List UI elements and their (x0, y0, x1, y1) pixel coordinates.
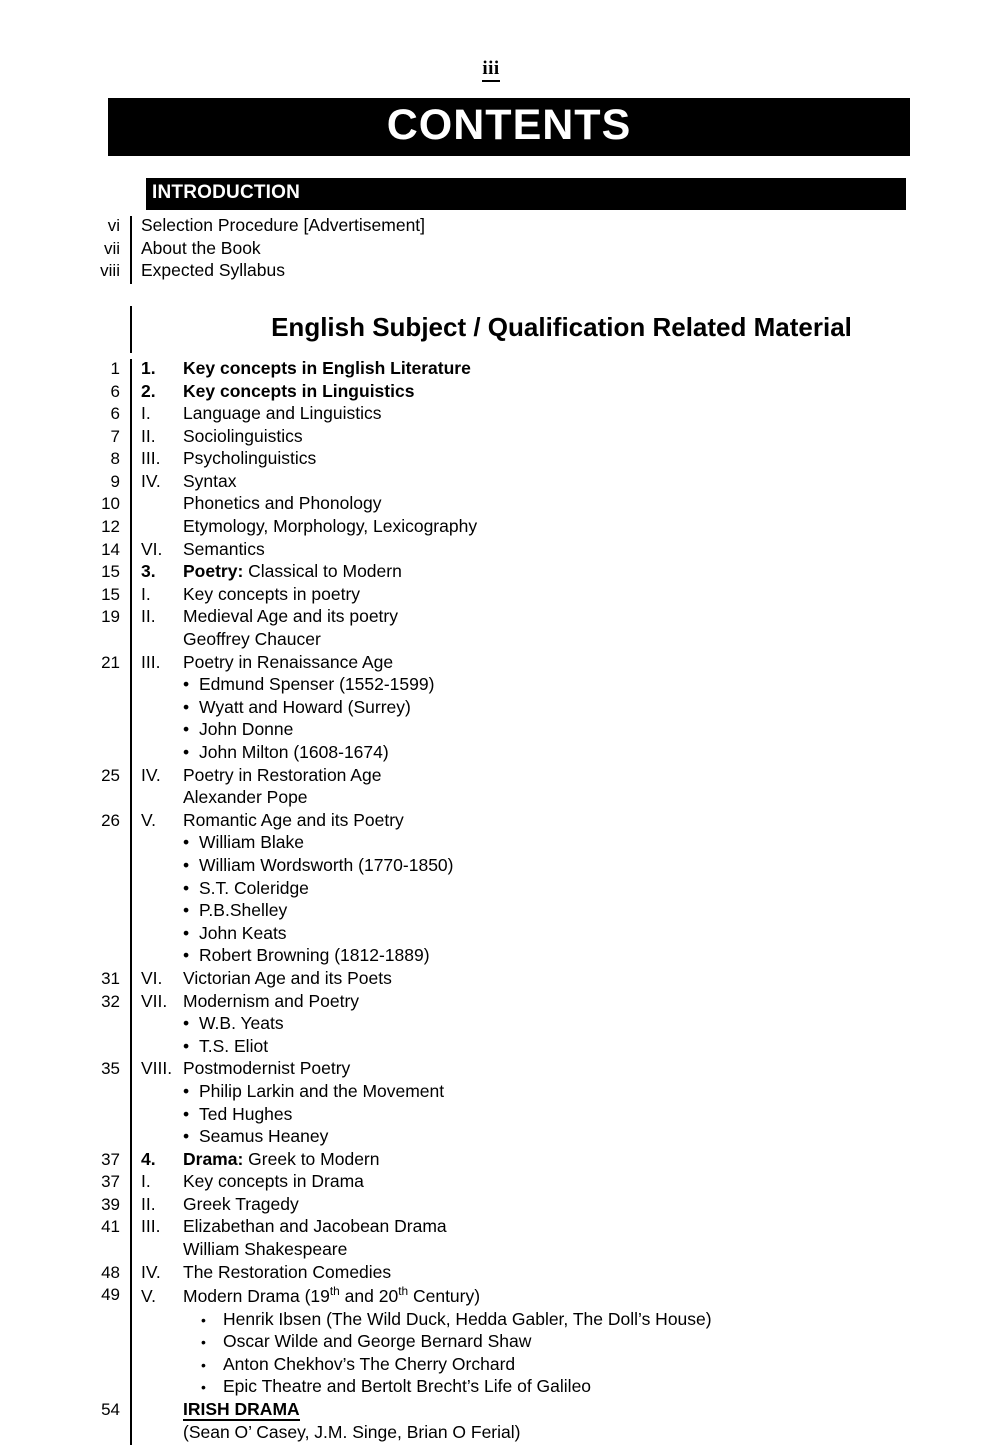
vertical-rule (130, 766, 132, 789)
page-number: vi (107, 216, 120, 236)
entry-text: • W.B. Yeats (141, 1014, 982, 1037)
page-number: 10 (101, 494, 120, 514)
entry-label: IRISH DRAMA (183, 1399, 300, 1420)
toc-row (0, 1285, 982, 1309)
toc-entries (0, 359, 982, 1445)
entry-text (141, 788, 982, 811)
entry-number: VII. (141, 990, 168, 1011)
toc-row (0, 856, 982, 879)
entry-text: • Seamus Heaney (141, 1127, 982, 1150)
vertical-rule (130, 1172, 132, 1195)
entry-text (141, 404, 982, 427)
vertical-rule (130, 472, 132, 495)
vertical-rule (130, 1240, 132, 1263)
vertical-rule (130, 306, 132, 353)
entry-number: 3. (141, 561, 156, 582)
toc-row (0, 540, 982, 563)
subject-section-title (0, 306, 982, 353)
vertical-rule (130, 1263, 132, 1286)
entry-text (141, 427, 982, 450)
vertical-rule (130, 1150, 132, 1173)
vertical-rule (130, 992, 132, 1015)
toc-row (0, 1127, 982, 1150)
entry-label: Modern Drama (19th and 20th Century) (183, 1284, 481, 1307)
entry-label: Syntax (183, 470, 237, 491)
vertical-rule (130, 811, 132, 834)
entry-text (141, 766, 982, 789)
toc-row (0, 1172, 982, 1195)
entry-label-rest: Greek to Modern (243, 1148, 380, 1169)
toc-row (0, 1082, 982, 1105)
entry-label: Etymology, Morphology, Lexicography (183, 516, 478, 537)
entry-label: Semantics (183, 538, 265, 559)
toc-row (0, 1423, 982, 1445)
entry-text (141, 472, 982, 495)
toc-row (0, 472, 982, 495)
page-number: 39 (101, 1194, 120, 1214)
entry-number: II. (141, 606, 156, 627)
page-number: 8 (110, 449, 120, 469)
entry-text (141, 585, 982, 608)
entry-label: Psycholinguistics (183, 448, 317, 469)
entry-label: Poetry in Restoration Age (183, 764, 382, 785)
page-number: 54 (101, 1400, 120, 1420)
vertical-rule (130, 1332, 132, 1355)
vertical-rule (130, 216, 132, 239)
vertical-rule (130, 788, 132, 811)
entry-text: • Anton Chekhov’s The Cherry Orchard (141, 1355, 982, 1378)
page-number: 7 (110, 426, 120, 446)
entry-number: VI. (141, 967, 163, 988)
toc-row (0, 675, 982, 698)
toc-row (0, 743, 982, 766)
toc-row (0, 562, 982, 585)
entry-label: Medieval Age and its poetry (183, 606, 398, 627)
page-number: vii (103, 238, 120, 258)
entry-text (141, 517, 982, 540)
entry-label-lead: Drama: (183, 1148, 244, 1169)
entry-number: III. (141, 651, 161, 672)
vertical-rule (130, 585, 132, 608)
entry-text (141, 969, 982, 992)
entry-label: Elizabethan and Jacobean Drama (183, 1216, 447, 1237)
entry-label: The Restoration Comedies (183, 1261, 392, 1282)
entry-label: Key concepts in English Literature (183, 357, 471, 378)
toc-row (0, 1195, 982, 1218)
entry-text (141, 562, 982, 585)
page-number: 49 (101, 1285, 120, 1305)
vertical-rule (130, 698, 132, 721)
entry-text (141, 239, 982, 262)
entry-number: VIII. (141, 1058, 173, 1079)
vertical-rule (130, 239, 132, 262)
toc-row (0, 1037, 982, 1060)
introduction-section-header: INTRODUCTION (146, 178, 906, 210)
page-number: 15 (101, 562, 120, 582)
toc-row (0, 788, 982, 811)
vertical-rule (130, 743, 132, 766)
entry-text: • Ted Hughes (141, 1105, 982, 1128)
entry-text (141, 1172, 982, 1195)
toc-row (0, 239, 982, 262)
entry-text: • William Blake (141, 833, 982, 856)
toc-row (0, 585, 982, 608)
entry-label: About the Book (141, 237, 261, 258)
entry-text: • Henrik Ibsen (The Wild Duck, Hedda Gabler, The Doll’s House) (141, 1310, 982, 1333)
toc-row (0, 1059, 982, 1082)
page-number: 32 (101, 991, 120, 1011)
toc-row (0, 969, 982, 992)
vertical-rule (130, 1105, 132, 1128)
vertical-rule (130, 427, 132, 450)
toc-row (0, 1150, 982, 1173)
entry-number: I. (141, 403, 151, 424)
vertical-rule (130, 1310, 132, 1333)
entry-label: William Shakespeare (183, 1239, 348, 1260)
toc-row (0, 720, 982, 743)
vertical-rule (130, 630, 132, 653)
toc-row (0, 216, 982, 239)
page-number: 25 (101, 765, 120, 785)
entry-text: • P.B.Shelley (141, 901, 982, 924)
entry-label-rest: Classical to Modern (243, 561, 402, 582)
vertical-rule (130, 359, 132, 382)
entry-text (141, 607, 982, 630)
vertical-rule (130, 517, 132, 540)
entry-text: • Wyatt and Howard (Surrey) (141, 698, 982, 721)
page-number: 1 (110, 358, 120, 378)
page-number: 9 (110, 471, 120, 491)
page-number: 37 (101, 1149, 120, 1169)
entry-label: Key concepts in Drama (183, 1171, 364, 1192)
entry-label: Expected Syllabus (141, 260, 285, 281)
page-number: 48 (101, 1262, 120, 1282)
toc-row (0, 946, 982, 969)
vertical-rule (130, 1195, 132, 1218)
toc-row (0, 1263, 982, 1286)
entry-text (141, 494, 982, 517)
vertical-rule (130, 653, 132, 676)
entry-label: Phonetics and Phonology (183, 493, 382, 514)
entry-label: Poetry in Renaissance Age (183, 651, 394, 672)
vertical-rule (130, 1014, 132, 1037)
entry-number: II. (141, 425, 156, 446)
entry-text (141, 1195, 982, 1218)
entry-text (141, 653, 982, 676)
entry-number: V. (141, 1286, 156, 1307)
vertical-rule (130, 449, 132, 472)
entry-number: I. (141, 583, 151, 604)
vertical-rule (130, 1377, 132, 1400)
entry-label: Key concepts in Linguistics (183, 380, 415, 401)
page-number: viii (100, 261, 120, 281)
entry-label: Greek Tragedy (183, 1193, 299, 1214)
toc-row (0, 261, 982, 284)
vertical-rule (130, 1355, 132, 1378)
entry-text: • Philip Larkin and the Movement (141, 1082, 982, 1105)
entry-number: 4. (141, 1148, 156, 1169)
entry-number: 1. (141, 357, 156, 378)
page-number: 12 (101, 517, 120, 537)
section-title-text: English Subject / Qualification Related Material (271, 311, 852, 342)
page-number: 31 (101, 968, 120, 988)
entry-label-lead: Poetry: (183, 561, 244, 582)
vertical-rule (130, 833, 132, 856)
vertical-rule (130, 1082, 132, 1105)
vertical-rule (130, 382, 132, 405)
entry-text: • John Milton (1608-1674) (141, 743, 982, 766)
vertical-rule (130, 1423, 132, 1445)
page-number: 6 (110, 381, 120, 401)
vertical-rule (130, 607, 132, 630)
vertical-rule (130, 1037, 132, 1060)
entry-label: Postmodernist Poetry (183, 1058, 351, 1079)
toc-row (0, 1217, 982, 1240)
toc-row (0, 1377, 982, 1400)
vertical-rule (130, 540, 132, 563)
entry-text (141, 811, 982, 834)
entry-text (141, 1150, 982, 1173)
toc-row (0, 766, 982, 789)
entry-label: Victorian Age and its Poets (183, 967, 392, 988)
entry-text: • Oscar Wilde and George Bernard Shaw (141, 1332, 982, 1355)
page-number: 35 (101, 1059, 120, 1079)
vertical-rule (130, 901, 132, 924)
spacer (0, 284, 982, 306)
toc-row (0, 382, 982, 405)
entry-label: Selection Procedure [Advertisement] (141, 215, 426, 236)
vertical-rule (130, 1217, 132, 1240)
toc-row (0, 992, 982, 1015)
entry-text: • Edmund Spenser (1552-1599) (141, 675, 982, 698)
entry-number: III. (141, 1216, 161, 1237)
vertical-rule (130, 1285, 132, 1309)
entry-text (141, 359, 982, 382)
vertical-rule (130, 924, 132, 947)
toc-row (0, 1355, 982, 1378)
toc-row (0, 698, 982, 721)
entry-label: Geoffrey Chaucer (183, 629, 321, 650)
vertical-rule (130, 675, 132, 698)
entry-label: (Sean O’ Casey, J.M. Singe, Brian O Ferial) (183, 1421, 521, 1442)
vertical-rule (130, 562, 132, 585)
page-number: 15 (101, 584, 120, 604)
entry-number: I. (141, 1171, 151, 1192)
toc-row (0, 901, 982, 924)
entry-number: IV. (141, 470, 161, 491)
entry-label: Sociolinguistics (183, 425, 303, 446)
vertical-rule (130, 946, 132, 969)
page-number: 14 (101, 539, 120, 559)
folio-number: iii (0, 0, 982, 80)
entry-text (141, 216, 982, 239)
vertical-rule (130, 1059, 132, 1082)
entry-text (141, 261, 982, 284)
entry-text (141, 630, 982, 653)
toc-row (0, 427, 982, 450)
toc-row (0, 833, 982, 856)
toc-row (0, 924, 982, 947)
toc-row (0, 811, 982, 834)
page-number: 6 (110, 404, 120, 424)
entry-number: V. (141, 809, 156, 830)
entry-number: II. (141, 1193, 156, 1214)
vertical-rule (130, 856, 132, 879)
entry-text (141, 1285, 982, 1309)
vertical-rule (130, 404, 132, 427)
entry-label: Alexander Pope (183, 787, 308, 808)
vertical-rule (130, 1127, 132, 1150)
toc-row (0, 879, 982, 902)
toc-row (0, 630, 982, 653)
entry-text: • T.S. Eliot (141, 1037, 982, 1060)
page-number: 21 (101, 652, 120, 672)
toc-row (0, 1240, 982, 1263)
vertical-rule (130, 1400, 132, 1423)
introduction-entries (0, 216, 982, 284)
entry-number: III. (141, 448, 161, 469)
entry-text: • William Wordsworth (1770-1850) (141, 856, 982, 879)
entry-number: IV. (141, 764, 161, 785)
page-number: 26 (101, 810, 120, 830)
toc-row (0, 1400, 982, 1423)
entry-text (141, 1400, 982, 1423)
entry-label: Romantic Age and its Poetry (183, 809, 404, 830)
entry-text (141, 992, 982, 1015)
entry-text (141, 1263, 982, 1286)
entry-label: Language and Linguistics (183, 403, 382, 424)
vertical-rule (130, 969, 132, 992)
entry-text: • Robert Browning (1812-1889) (141, 946, 982, 969)
vertical-rule (130, 720, 132, 743)
toc-row (0, 1310, 982, 1333)
toc-row (0, 404, 982, 427)
page-number: 37 (101, 1172, 120, 1192)
page-number: 19 (101, 607, 120, 627)
vertical-rule (130, 879, 132, 902)
vertical-rule (130, 261, 132, 284)
page-title: CONTENTS (108, 98, 910, 156)
entry-text (141, 1423, 982, 1445)
entry-text (141, 540, 982, 563)
entry-number: 2. (141, 380, 156, 401)
entry-text: • John Donne (141, 720, 982, 743)
toc-row (0, 517, 982, 540)
toc-row (0, 607, 982, 630)
entry-text: • S.T. Coleridge (141, 879, 982, 902)
entry-text: • Epic Theatre and Bertolt Brecht’s Life of Galileo (141, 1377, 982, 1400)
page-number: 41 (101, 1217, 120, 1237)
toc-row (0, 653, 982, 676)
toc-row (0, 359, 982, 382)
entry-text (141, 1240, 982, 1263)
entry-text (141, 1059, 982, 1082)
entry-text (141, 382, 982, 405)
entry-label: Modernism and Poetry (183, 990, 360, 1011)
vertical-rule (130, 494, 132, 517)
entry-text (141, 449, 982, 472)
toc-row (0, 1105, 982, 1128)
toc-row (0, 1332, 982, 1355)
entry-text (141, 1217, 982, 1240)
entry-number: VI. (141, 538, 163, 559)
entry-text: • John Keats (141, 924, 982, 947)
toc-row (0, 449, 982, 472)
toc-row (0, 1014, 982, 1037)
entry-label: Key concepts in poetry (183, 583, 361, 604)
toc-row (0, 494, 982, 517)
entry-number: IV. (141, 1261, 161, 1282)
